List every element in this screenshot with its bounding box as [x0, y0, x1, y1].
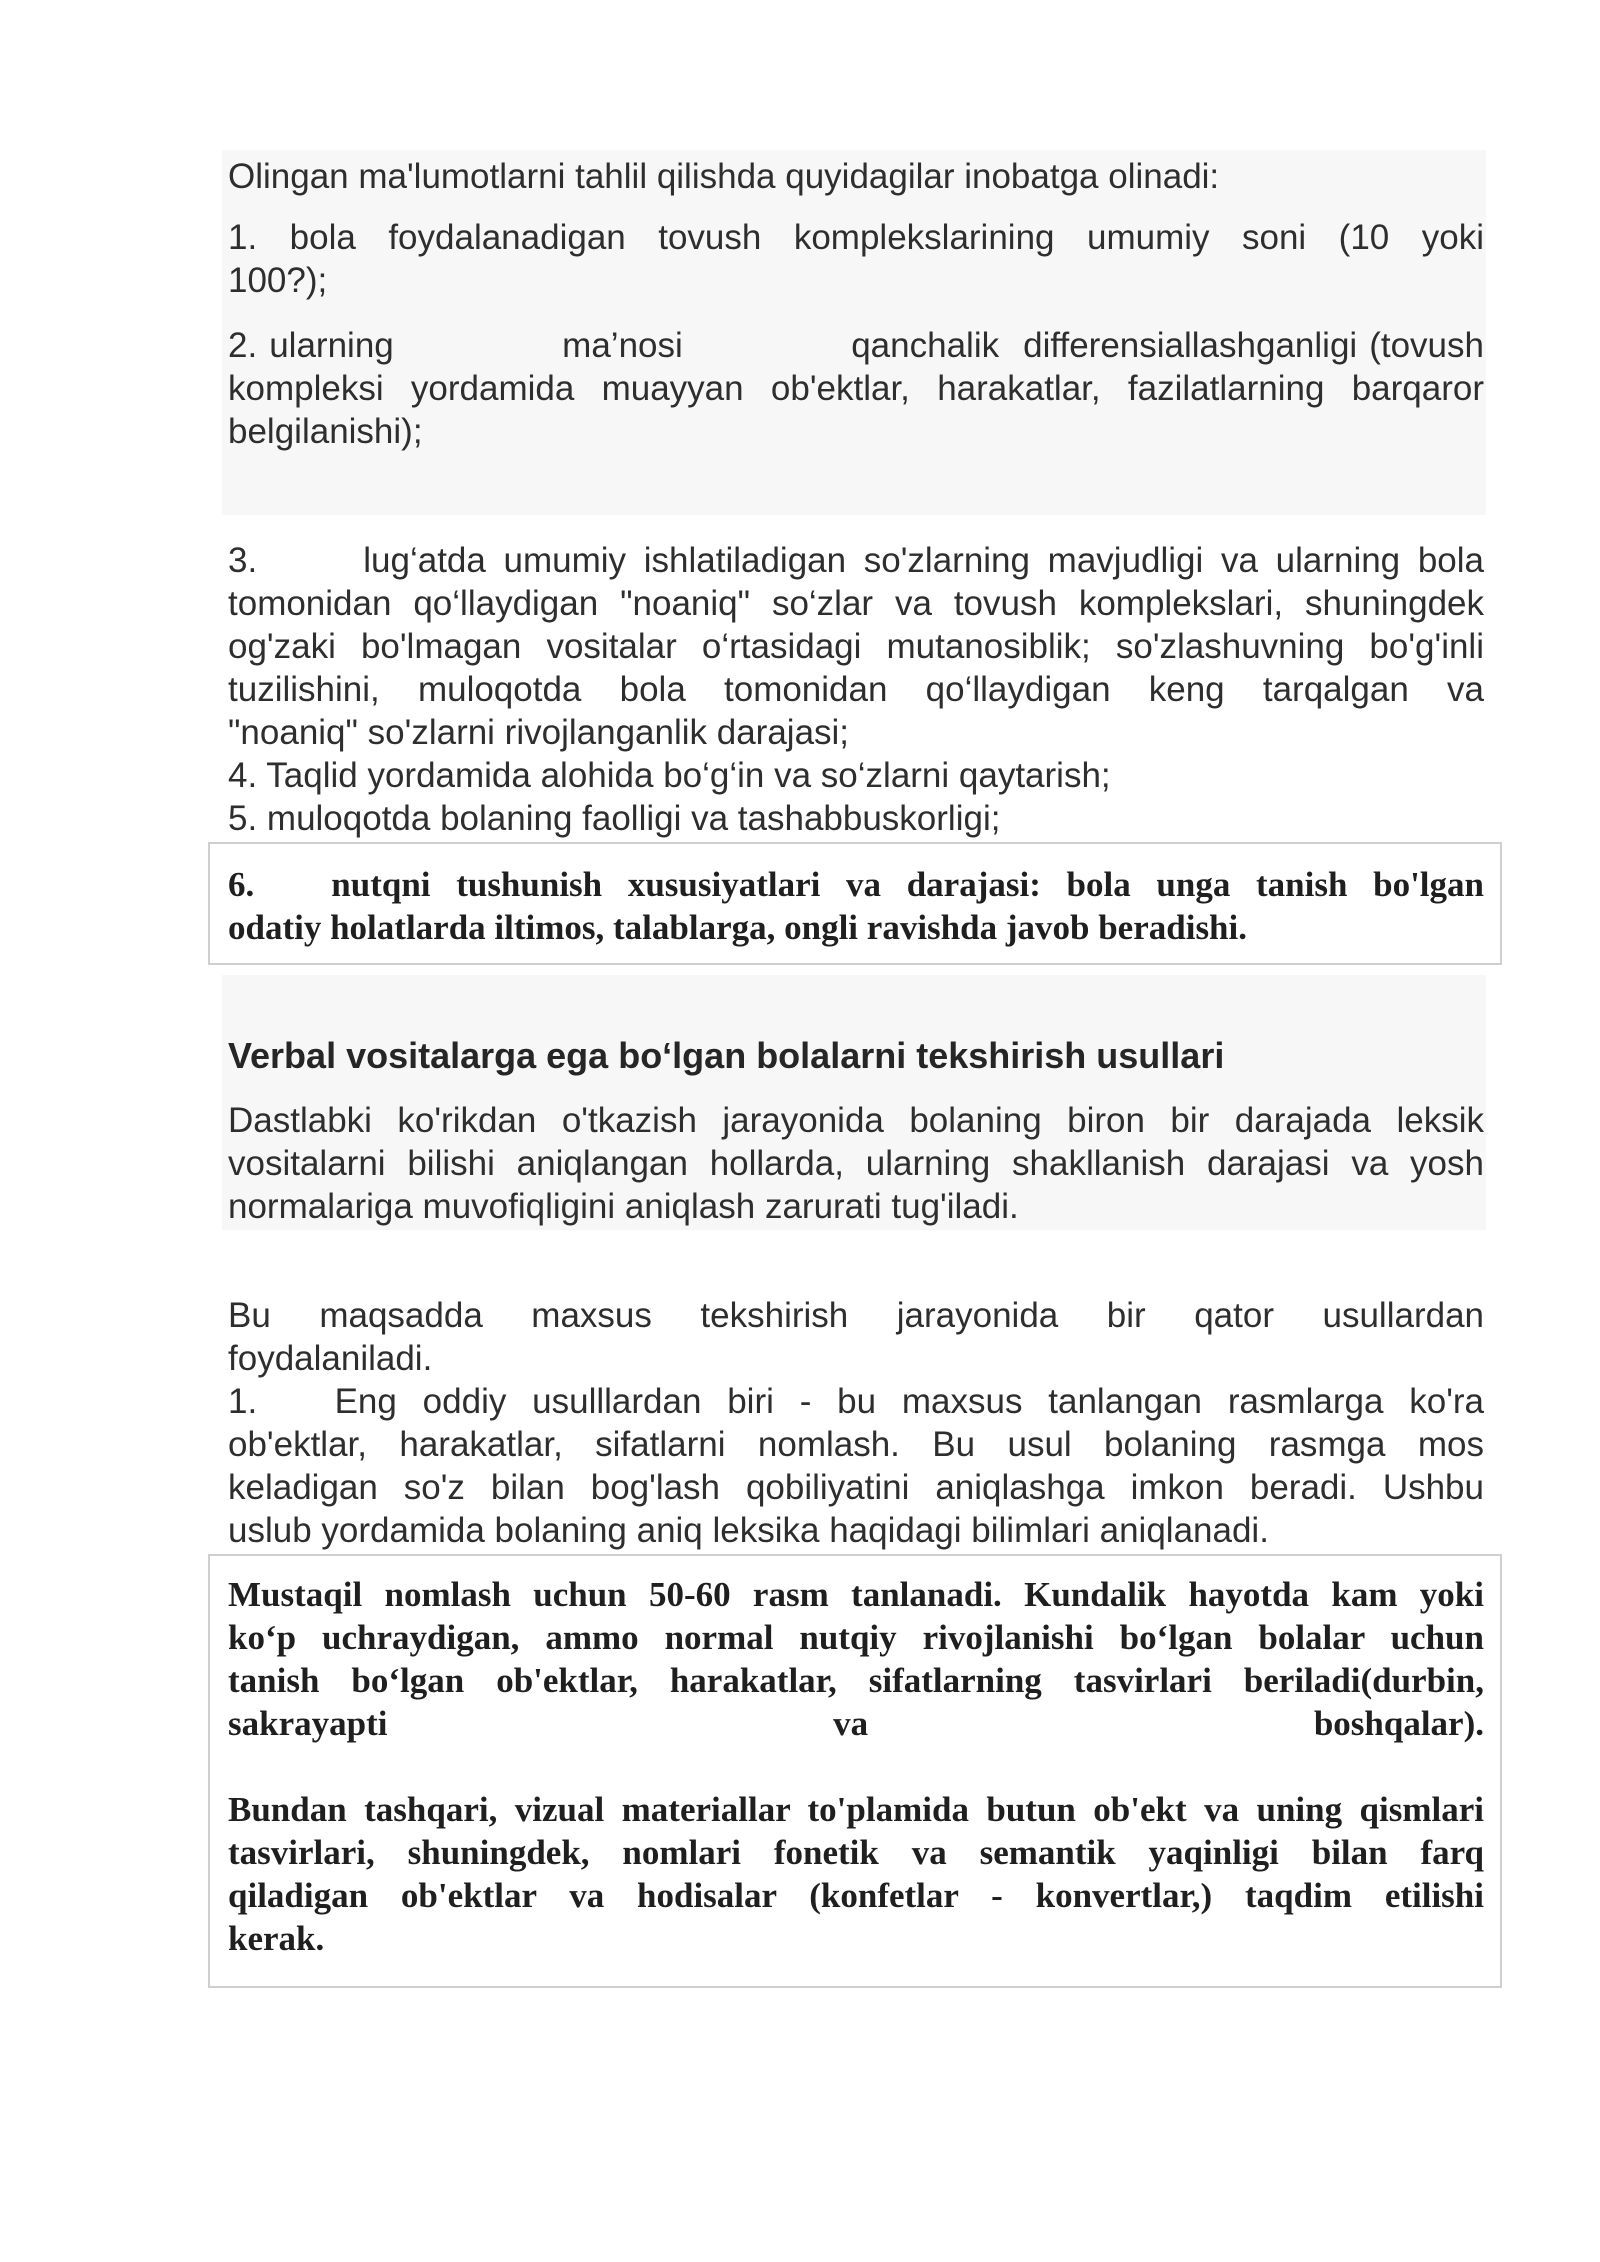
box-2-p2-line-4: kerak. — [228, 1919, 325, 1958]
list-item-5-line: 5. muloqotda bolaning faolligi va tashabbuskorligi; — [228, 799, 1001, 838]
method-item-1 — [228, 1380, 1484, 1552]
paragraph-2-line-2: foydalaniladi. — [228, 1339, 433, 1378]
paragraph-1-line-3: normalariga muvofiqligini aniqlash zarurati tug'iladi. — [228, 1187, 1019, 1226]
section-heading: Verbal vositalarga ega bo‘lgan bolalarni tekshirish usullari — [228, 1035, 1225, 1076]
list-item-3 — [228, 539, 1484, 754]
paragraph-1-line-1: Dastlabki ko'rikdan o'tkazish jarayonida bolaning biron bir darajada leksik — [228, 1101, 1484, 1140]
list-item-3-line-2: tomonidan qo‘llaydigan "noaniq" so‘zlar va tovush komplekslari, shuningdek — [228, 584, 1484, 623]
box-2-p1-line-1: Mustaqil nomlash uchun 50-60 rasm tanlanadi. Kundalik hayotda kam yoki — [228, 1575, 1484, 1614]
list-item-1-line-1: 1. bola foydalanadigan tovush komplekslаrining umumiy soni (10 yoki — [228, 218, 1484, 257]
list-item-3-line-4: tuzilishini, muloqotda bola tomonidan qo‘llaydigan keng tarqalgan va — [228, 670, 1484, 709]
method-item-1-line-4: uslub yordamida bolaning aniq leksika haqidagi bilimlari aniqlanadi. — [228, 1511, 1269, 1550]
list-item-4 — [228, 754, 1484, 797]
paragraph-2 — [228, 1294, 1484, 1380]
box-2-p1-line-4-word-1: sakrayapti — [228, 1704, 388, 1743]
paragraph-1 — [228, 1099, 1484, 1228]
box-2-p2-line-1: Bundan tashqari, vizual materiallar to'plamida butun ob'ekt va uning qismlari — [228, 1790, 1484, 1829]
list-item-1-line-2: 100?); — [228, 261, 328, 300]
intro-text — [228, 155, 1484, 198]
list-item-6 — [228, 863, 1484, 949]
list-item-2-line-1: 2. ularning ma’nosi qanchalik differensiallashganligi (tovush — [228, 326, 1484, 365]
box-2-p1-line-4 — [228, 1702, 1484, 1745]
list-item-3-line-1: 3. lug‘atda umumiy ishlatiladigan so'zlarning mavjudligi va ularning bola — [228, 541, 1484, 580]
list-item-4-line: 4. Taqlid yordamida alohida bo‘g‘in va so‘zlarni qaytarish; — [228, 756, 1111, 795]
list-item-6-line-1: 6. nutqni tushunish xususiyatlari va darajasi: bola unga tanish bo'lgan — [228, 865, 1484, 904]
list-item-5 — [228, 797, 1484, 840]
list-item-6-line-2: odatiy holatlarda iltimos, talablarga, ongli ravishda javob beradishi. — [228, 908, 1247, 947]
method-item-1-line-3: keladigan so'z bilan bog'lash qobiliyatini aniqlashga imkon beradi. Ushbu — [228, 1468, 1484, 1507]
list-item-2 — [228, 324, 1484, 453]
method-item-1-line-2: ob'ektlar, harakatlar, sifatlarni nomlash. Bu usul bolaning rasmga mos — [228, 1425, 1484, 1464]
box-2-p2-line-2: tasvirlari, shuningdek, nomlari fonetik va semantik yaqinligi bilan farq — [228, 1833, 1484, 1872]
paragraph-1-line-2: vositalarni bilishi aniqlangan hollarda, ularning shakllanish darajasi va yosh — [228, 1144, 1484, 1183]
box-2-p1-line-3: tanish bo‘lgan ob'ektlar, harakatlar, sifatlarning tasvirlari beriladi(durbin, — [228, 1661, 1484, 1700]
method-item-1-line-1: 1. Eng oddiy usulllardan biri - bu maxsus tanlangan rasmlarga ko'ra — [228, 1382, 1484, 1421]
picture-naming-paragraph-1 — [228, 1573, 1484, 1745]
list-item-3-line-5: "noaniq" so'zlarni rivojlanganlik darajasi; — [228, 713, 850, 752]
list-item-2-line-2: kompleksi yordamida muayyan ob'ektlar, harakatlar, fazilatlarning barqaror — [228, 369, 1484, 408]
box-2-p1-line-4-word-3: boshqalar). — [1313, 1704, 1484, 1743]
box-2-p1-line-2: ko‘p uchraydigan, ammo normal nutqiy rivojlanishi bo‘lgan bolalar uchun — [228, 1618, 1484, 1657]
intro-line: Olingan ma'lumotlarni tahlil qilishda quyidagilar inobatga olinadi: — [228, 157, 1220, 196]
picture-naming-paragraph-2 — [228, 1788, 1484, 1960]
box-2-p1-line-4-word-2: va — [833, 1704, 869, 1743]
list-item-3-line-3: og'zaki bo'lmagan vositalar o‘rtasidagi mutanosiblik; so'zlashuvning bo'g'inli — [228, 627, 1484, 666]
list-item-1 — [228, 216, 1484, 302]
box-2-p2-line-3: qiladigan ob'ektlar va hodisalar (konfetlar - konvertlar,) taqdim etilishi — [228, 1876, 1484, 1915]
list-item-2-line-3: belgilanishi); — [228, 412, 423, 451]
paragraph-2-line-1: Bu maqsadda maxsus tekshirish jarayonida bir qator usullardan — [228, 1296, 1484, 1335]
